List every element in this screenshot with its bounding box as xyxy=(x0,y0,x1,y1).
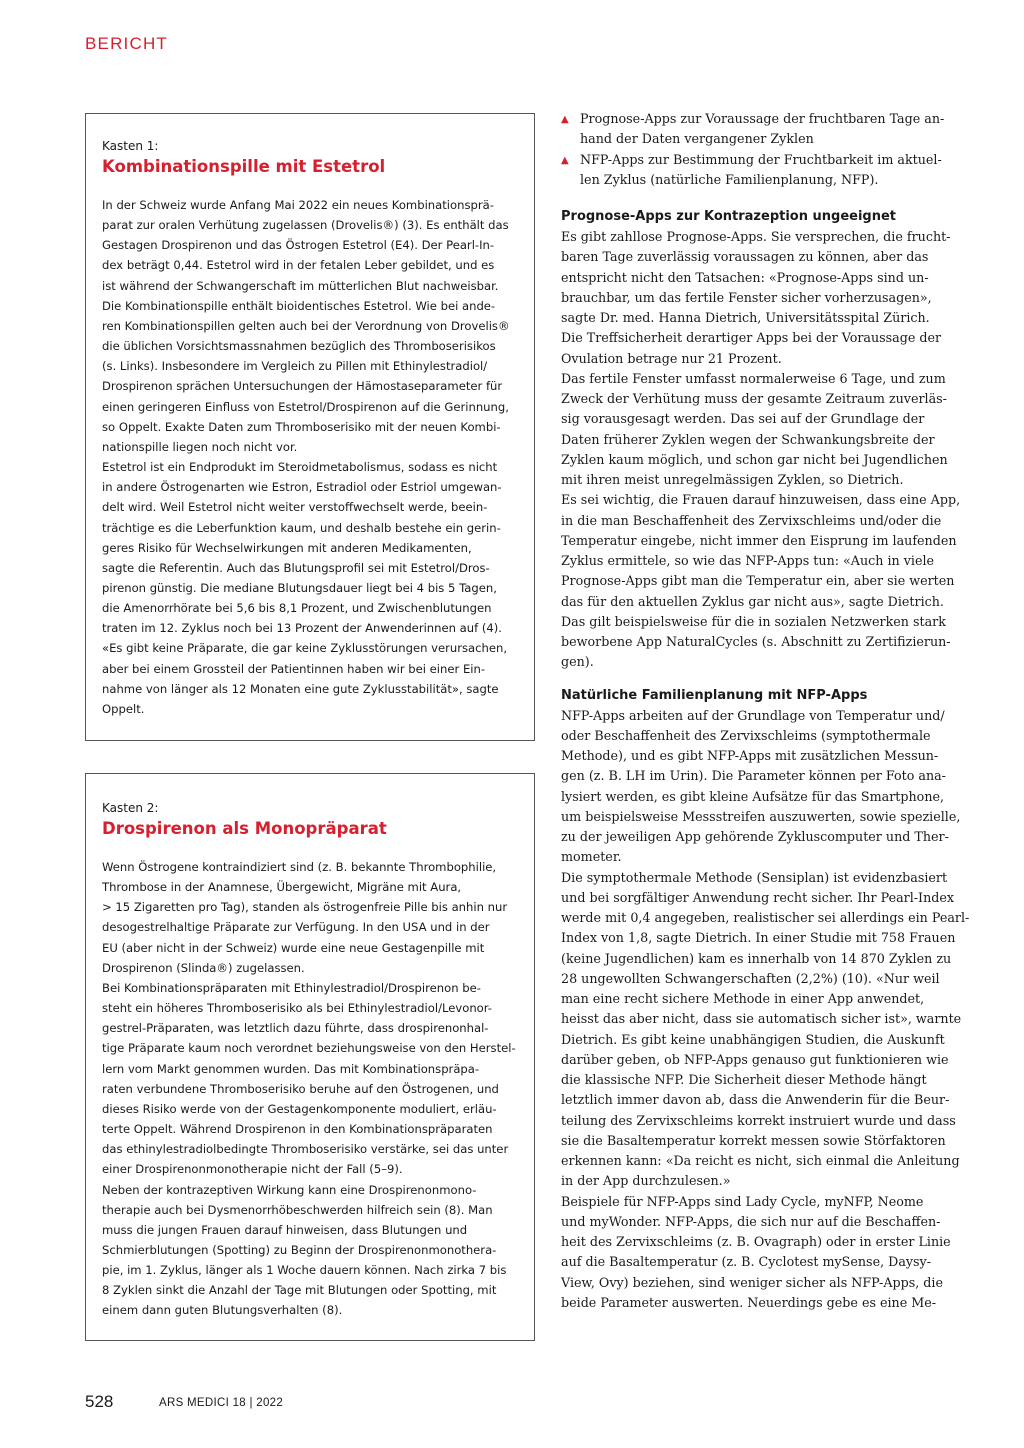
text-line: auf die Basaltemperatur (z. B. Cyclotest mySense, Daysy- xyxy=(561,1254,932,1270)
bullet-item xyxy=(561,109,945,150)
text-line: dex beträgt 0,44. Estetrol wird in der fetalen Leber gebildet, und es xyxy=(102,258,495,273)
text-line: teilung des Zervixschleims korrekt instruiert wurde und dass xyxy=(561,1112,956,1128)
bullet-text: NFP-Apps zur Bestimmung der Fruchtbarkeit im aktuel- xyxy=(580,151,942,167)
text-line: (keine Jugendlichen) kam es innerhalb von 14 870 Zyklen zu xyxy=(561,950,952,966)
text-line: Daten früherer Zyklen wegen der Schwankungsbreite der xyxy=(561,431,935,447)
box-body xyxy=(102,857,520,1321)
text-line: die üblichen Vorsichtsmassnahmen bezüglich des Thromboserisikos xyxy=(102,339,496,354)
text-line: aber bei einem Grossteil der Patientinnen haben wir bei einer Ein- xyxy=(102,661,486,676)
text-line: Index von 1,8, sagte Dietrich. In einer Studie mit 758 Frauen xyxy=(561,930,956,946)
text-line: heisst das aber nicht, dass sie automatisch sicher ist», warnte xyxy=(561,1011,962,1027)
text-line: gen). xyxy=(561,654,594,670)
text-line: 8 Zyklen sinkt die Anzahl der Tage mit Blutungen oder Spotting, mit xyxy=(102,1283,497,1298)
text-line: Dietrich. Es gibt keine unabhängigen Studien, die Auskunft xyxy=(561,1031,945,1047)
text-line: ist während der Schwangerschaft im mütterlichen Blut nachweisbar. xyxy=(102,278,499,293)
text-line: die Amenorrhörate bei 5,6 bis 8,1 Prozent, und Zwischenblutungen xyxy=(102,601,492,616)
text-line: werde mit 0,4 angegeben, realistischer sei allerdings ein Pearl- xyxy=(561,910,970,925)
text-line: Drospirenon (Slinda®) zugelassen. xyxy=(102,960,305,975)
text-line: baren Tage zuverlässig voraussagen zu können, aber das xyxy=(561,249,929,265)
section-heading: Natürliche Familienplanung mit NFP-Apps xyxy=(561,687,868,703)
section-body xyxy=(561,706,970,1314)
text-line: therapie auch bei Dysmenorrhöbeschwerden hilfreich sein (8). Man xyxy=(102,1202,493,1217)
box-kicker: Kasten 1: xyxy=(102,139,159,153)
text-line: und bei sorgfältiger Anwendung recht sicher. Ihr Pearl-Index xyxy=(561,889,955,905)
text-line: Temperatur eingebe, nicht immer den Eisprung im laufenden xyxy=(561,532,957,548)
text-line: Prognose-Apps gibt man die Temperatur ein, aber sie werten xyxy=(561,573,955,589)
text-line: die klassische NFP. Die Sicherheit dieser Methode hängt xyxy=(561,1072,927,1087)
bullet-item xyxy=(561,150,942,191)
text-line: brauchbar, um das fertile Fenster sicher vorherzusagen», xyxy=(561,289,932,305)
text-line: Estetrol ist ein Endprodukt im Steroidmetabolismus, sodass es nicht xyxy=(102,460,498,475)
text-line: Es gibt zahllose Prognose-Apps. Sie versprechen, die frucht- xyxy=(561,229,951,244)
section-label: BERICHT xyxy=(85,34,169,53)
text-line: EU (aber nicht in der Schweiz) wurde eine neue Gestagenpille mit xyxy=(102,940,485,955)
box-title: Kombinationspille mit Estetrol xyxy=(102,157,386,176)
bullet-list xyxy=(561,109,945,190)
text-line: Das gilt beispielsweise für die in sozialen Netzwerken stark xyxy=(561,613,946,629)
text-line: gen (z. B. LH im Urin). Die Parameter können per Foto ana- xyxy=(561,768,946,784)
text-line: in der App durchzulesen.» xyxy=(561,1173,731,1189)
text-line: sig vorausgesagt werden. Das sei auf der Grundlage der xyxy=(561,411,925,427)
text-line: View, Ovy) beziehen, sind weniger sicher als NFP-Apps, die xyxy=(561,1274,943,1290)
text-line: zu der jeweiligen App gehörende Zykluscomputer und Ther- xyxy=(561,829,949,844)
text-line: um beispielsweise Messstreifen auszuwerten, sowie spezielle, xyxy=(561,808,961,824)
journal-name: ARS MEDICI 18 | 2022 xyxy=(159,1397,284,1409)
text-line: 28 ungewollten Schwangerschaften (2,2%) (10). «Nur weil xyxy=(561,970,940,986)
section-body xyxy=(561,227,961,673)
box-title: Drospirenon als Monopräparat xyxy=(102,819,387,838)
triangle-bullet-icon: ▲ xyxy=(561,114,569,125)
text-line: darüber geben, ob NFP-Apps genauso gut funktionieren wie xyxy=(561,1051,949,1067)
text-line: (s. Links). Insbesondere im Vergleich zu Pillen mit Ethinylestradiol/ xyxy=(102,359,488,374)
text-line: Gestagen Drospirenon und das Östrogen Estetrol (E4). Der Pearl-In- xyxy=(102,238,495,253)
text-line: Wenn Östrogene kontraindiziert sind (z. B. bekannte Thrombophilie, xyxy=(102,860,497,874)
text-line: trächtige es die Leberfunktion kaum, und deshalb bestehe ein gerin- xyxy=(102,520,501,535)
text-line: man eine recht sichere Methode in einer App anwendet, xyxy=(561,991,925,1006)
text-line: sagte die Referentin. Auch das Blutungsprofil sei mit Estetrol/Dros- xyxy=(102,560,490,575)
text-line: mometer. xyxy=(561,849,622,865)
text-line: geres Risiko für Wechselwirkungen mit anderen Medikamenten, xyxy=(102,540,472,555)
bullet-text: Prognose-Apps zur Voraussage der fruchtbaren Tage an- xyxy=(580,111,945,126)
text-line: Es sei wichtig, die Frauen darauf hinzuweisen, dass eine App, xyxy=(561,492,961,508)
section-heading: Prognose-Apps zur Kontrazeption ungeeignet xyxy=(561,209,897,224)
text-line: delt wird. Weil Estetrol nicht weiter verstoffwechselt werde, beein- xyxy=(102,500,488,515)
text-line: mit ihren meist unregelmässigen Zyklen, so Dietrich. xyxy=(561,472,904,487)
text-line: Bei Kombinationspräparaten mit Ethinylestradiol/Drospirenon be- xyxy=(102,980,481,995)
info-box-2 xyxy=(85,773,535,1341)
text-line: parat zur oralen Verhütung zugelassen (Drovelis®) (3). Es enthält das xyxy=(102,218,509,233)
text-line: raten verbundene Thromboserisiko beruhe auf den Östrogenen, und xyxy=(102,1081,499,1096)
text-line: in andere Östrogenarten wie Estron, Estradiol oder Estriol umgewan- xyxy=(102,480,502,495)
text-line: ren Kombinationspillen gelten auch bei der Verordnung von Drovelis® xyxy=(102,318,510,333)
text-line: dieses Risiko werde von der Gestagenkomponente moduliert, erläu- xyxy=(102,1101,497,1116)
text-line: «Es gibt keine Präparate, die gar keine Zyklusstörungen verursachen, xyxy=(102,641,508,656)
text-line: sie die Basaltemperatur korrekt messen sowie Störfaktoren xyxy=(561,1132,946,1148)
text-line: Zyklus ermittele, so wie das NFP-Apps tun: «Auch in viele xyxy=(561,553,935,568)
text-line: NFP-Apps arbeiten auf der Grundlage von Temperatur und/ xyxy=(561,707,945,723)
text-line: Methode), und es gibt NFP-Apps mit zusätzlichen Messun- xyxy=(561,748,939,763)
text-line: In der Schweiz wurde Anfang Mai 2022 ein neues Kombinationsprä- xyxy=(102,198,494,212)
info-box-1 xyxy=(85,113,535,741)
text-line: so Oppelt. Exakte Daten zum Thromboserisiko mit der neuen Kombi- xyxy=(102,419,501,434)
triangle-bullet-icon: ▲ xyxy=(561,154,569,166)
text-line: einen geringeren Einfluss von Estetrol/Drospirenon auf die Gerinnung, xyxy=(102,399,509,414)
article-column xyxy=(561,109,970,1313)
text-line: Zyklen kaum möglich, und schon gar nicht bei Jugendlichen xyxy=(561,451,948,467)
page-number: 528 xyxy=(85,1392,114,1411)
text-line: pie, im 1. Zyklus, länger als 1 Woche dauern können. Nach zirka 7 bis xyxy=(102,1263,507,1278)
text-line: Oppelt. xyxy=(102,701,145,716)
text-line: Drospirenon sprächen Untersuchungen der Hämostaseparameter für xyxy=(102,379,503,394)
text-line: beide Parameter auswerten. Neuerdings gebe es eine Me- xyxy=(561,1294,937,1310)
text-line: traten im 12. Zyklus noch bei 13 Prozent der Anwenderinnen auf (4). xyxy=(102,621,502,636)
text-line: > 15 Zigaretten pro Tag), standen als östrogenfreie Pille bis anhin nur xyxy=(102,900,508,915)
box-body xyxy=(102,195,520,719)
text-line: Beispiele für NFP-Apps sind Lady Cycle, myNFP, Neome xyxy=(561,1193,924,1209)
text-line: tige Präparate kaum noch verordnet beziehungsweise von den Herstel- xyxy=(102,1041,516,1056)
text-line: Thrombose in der Anamnese, Übergewicht, Migräne mit Aura, xyxy=(102,880,462,895)
text-line: gestrel-Präparaten, was letztlich dazu führte, dass drospirenonhal- xyxy=(102,1021,489,1036)
text-line: Ovulation betrage nur 21 Prozent. xyxy=(561,350,782,366)
text-line: nationspille liegen noch nicht vor. xyxy=(102,439,298,454)
text-line: und myWonder. NFP-Apps, die sich nur auf die Beschaffen- xyxy=(561,1213,941,1229)
text-line: heit des Zervixschleims (z. B. Ovagraph) oder in erster Linie xyxy=(561,1234,951,1249)
text-line: steht ein höheres Thromboserisiko als bei Ethinylestradiol/Levonor- xyxy=(102,1001,492,1016)
text-line: in die man Beschaffenheit des Zervixschleims und/oder die xyxy=(561,512,942,528)
text-line: nahme von länger als 12 Monaten eine gute Zyklusstabilität», sagte xyxy=(102,681,499,696)
text-line: einer Drospirenonmonotherapie nicht der Fall (5–9). xyxy=(102,1162,403,1177)
text-line: beworbene App NaturalCycles (s. Abschnitt zu Zertifizierun- xyxy=(561,634,951,649)
text-line: desogestrelhaltige Präparate zur Verfügung. In den USA und in der xyxy=(102,920,490,935)
text-line: einem dann guten Blutungsverhalten (8). xyxy=(102,1303,343,1318)
text-line: erkennen kann: «Da reicht es nicht, sich einmal die Anleitung xyxy=(561,1153,960,1168)
text-line: lern vom Markt genommen wurden. Das mit Kombinationspräpa- xyxy=(102,1061,480,1076)
text-line: Die Kombinationspille enthält bioidentisches Estetrol. Wie bei ande- xyxy=(102,298,496,313)
text-line: das ethinylestradiolbedingte Thromboserisiko verstärke, sei das unter xyxy=(102,1142,509,1157)
text-line: entspricht nicht den Tatsachen: «Prognose-Apps sind un- xyxy=(561,269,929,285)
text-line: lysiert werden, es gibt kleine Aufsätze für das Smartphone, xyxy=(561,788,945,804)
bullet-text: len Zyklus (natürliche Familienplanung, NFP). xyxy=(580,171,879,187)
text-line: oder Beschaffenheit des Zervixschleims (symptothermale xyxy=(561,727,931,743)
text-line: terte Oppelt. Während Drospirenon in den Kombinationspräparaten xyxy=(102,1122,493,1137)
text-line: Schmierblutungen (Spotting) zu Beginn der Drospirenonmonothera- xyxy=(102,1242,497,1257)
bullet-text: hand der Daten vergangener Zyklen xyxy=(580,131,814,147)
box-kicker: Kasten 2: xyxy=(102,801,159,815)
text-line: Das fertile Fenster umfasst normalerweise 6 Tage, und zum xyxy=(561,370,946,386)
text-line: letztlich immer davon ab, dass die Anwenderin für die Beur- xyxy=(561,1092,950,1108)
text-line: pirenon günstig. Die mediane Blutungsdauer liegt bei 4 bis 5 Tagen, xyxy=(102,580,497,595)
text-line: das für den aktuellen Zyklus gar nicht aus», sagte Dietrich. xyxy=(561,593,944,609)
text-line: Neben der kontrazeptiven Wirkung kann eine Drospirenonmono- xyxy=(102,1182,477,1197)
text-line: Die symptothermale Methode (Sensiplan) ist evidenzbasiert xyxy=(561,869,948,885)
text-line: Die Treffsicherheit derartiger Apps bei der Voraussage der xyxy=(561,330,942,346)
text-line: muss die jungen Frauen darauf hinweisen, dass Blutungen und xyxy=(102,1222,468,1237)
text-line: sagte Dr. med. Hanna Dietrich, Universitätsspital Zürich. xyxy=(561,310,930,325)
text-line: Zweck der Verhütung muss der gesamte Zeitraum zuverläs- xyxy=(561,391,947,406)
